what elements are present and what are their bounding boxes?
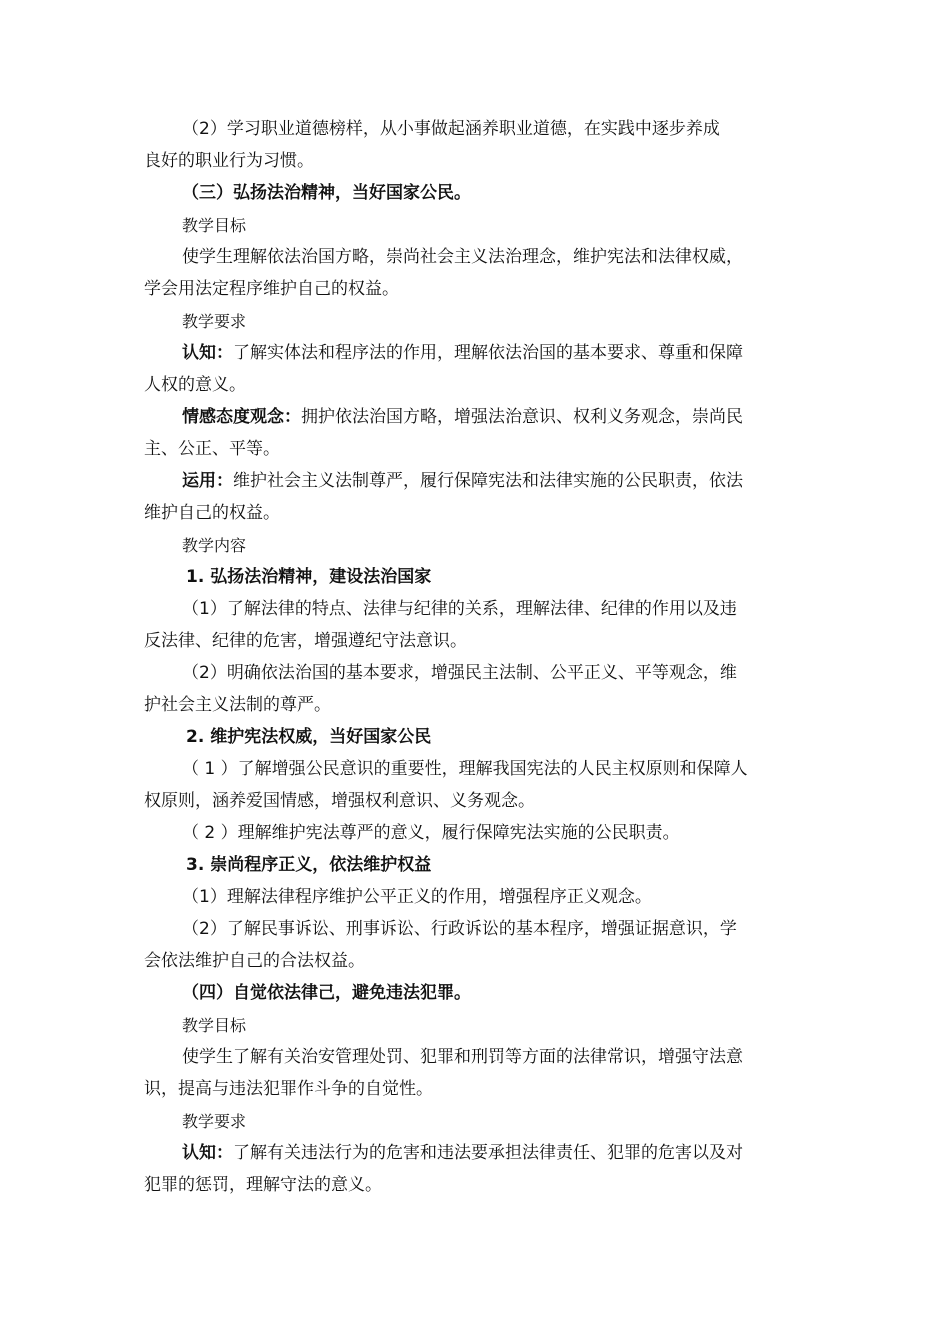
paragraph-line: （ 2 ）理解维护宪法尊严的意义，履行保障宪法实施的公民职责。 <box>182 823 680 843</box>
paragraph-line: 犯罪的惩罚，理解守法的意义。 <box>144 1175 382 1195</box>
paragraph-line: 会依法维护自己的合法权益。 <box>144 951 365 971</box>
subsection-label: 教学内容 <box>182 536 247 555</box>
section-heading: （三）弘扬法治精神，当好国家公民。 <box>182 183 471 203</box>
paragraph-line: （1）了解法律的特点、法律与纪律的关系，理解法律、纪律的作用以及违 <box>182 599 737 619</box>
paragraph-line: 学会用法定程序维护自己的权益。 <box>144 279 399 299</box>
term-label: 认知： <box>182 1143 233 1163</box>
term-text: 了解有关违法行为的危害和违法要承担法律责任、犯罪的危害以及对 <box>233 1143 743 1163</box>
paragraph-line <box>182 470 814 492</box>
subsection-label: 教学要求 <box>182 312 247 331</box>
paragraph-line: 识，提高与违法犯罪作斗争的自觉性。 <box>144 1079 433 1099</box>
paragraph-line: 主、公正、平等。 <box>144 439 280 459</box>
paragraph-line: 使学生理解依法治国方略，崇尚社会主义法治理念，维护宪法和法律权威， <box>182 247 743 267</box>
term-label: 情感态度观念： <box>182 407 301 427</box>
numbered-heading: 2. 维护宪法权威，当好国家公民 <box>186 727 432 747</box>
paragraph-line: 维护自己的权益。 <box>144 503 280 523</box>
paragraph-line: 使学生了解有关治安管理处罚、犯罪和刑罚等方面的法律常识，增强守法意 <box>182 1047 743 1067</box>
paragraph-line: （2）学习职业道德榜样，从小事做起涵养职业道德，在实践中逐步养成 <box>182 119 720 139</box>
term-label: 运用： <box>182 471 233 491</box>
paragraph-line: （1）理解法律程序维护公平正义的作用，增强程序正义观念。 <box>182 887 652 907</box>
paragraph-line: 良好的职业行为习惯。 <box>144 151 314 171</box>
paragraph-line <box>182 1142 814 1164</box>
paragraph-line: 反法律、纪律的危害，增强遵纪守法意识。 <box>144 631 467 651</box>
paragraph-line: 护社会主义法制的尊严。 <box>144 695 331 715</box>
paragraph-line: 人权的意义。 <box>144 375 246 395</box>
subsection-label: 教学要求 <box>182 1112 247 1131</box>
numbered-heading: 3. 崇尚程序正义，依法维护权益 <box>186 855 432 875</box>
term-text: 维护社会主义法制尊严，履行保障宪法和法律实施的公民职责，依法 <box>233 471 743 491</box>
subsection-label: 教学目标 <box>182 216 247 235</box>
paragraph-line: （ 1 ）了解增强公民意识的重要性，理解我国宪法的人民主权原则和保障人 <box>182 759 748 779</box>
subsection-label: 教学目标 <box>182 1016 247 1035</box>
paragraph-line: （2）了解民事诉讼、刑事诉讼、行政诉讼的基本程序，增强证据意识，学 <box>182 919 737 939</box>
paragraph-line: （2）明确依法治国的基本要求，增强民主法制、公平正义、平等观念，维 <box>182 663 737 683</box>
term-label: 认知： <box>182 343 233 363</box>
term-text: 拥护依法治国方略，增强法治意识、权利义务观念，崇尚民 <box>301 407 743 427</box>
section-heading: （四）自觉依法律己，避免违法犯罪。 <box>182 983 471 1003</box>
paragraph-line: 权原则，涵养爱国情感，增强权利意识、义务观念。 <box>144 791 535 811</box>
paragraph-line <box>182 342 814 364</box>
term-text: 了解实体法和程序法的作用，理解依法治国的基本要求、尊重和保障 <box>233 343 743 363</box>
paragraph-line <box>182 406 814 428</box>
numbered-heading: 1. 弘扬法治精神，建设法治国家 <box>186 567 432 587</box>
